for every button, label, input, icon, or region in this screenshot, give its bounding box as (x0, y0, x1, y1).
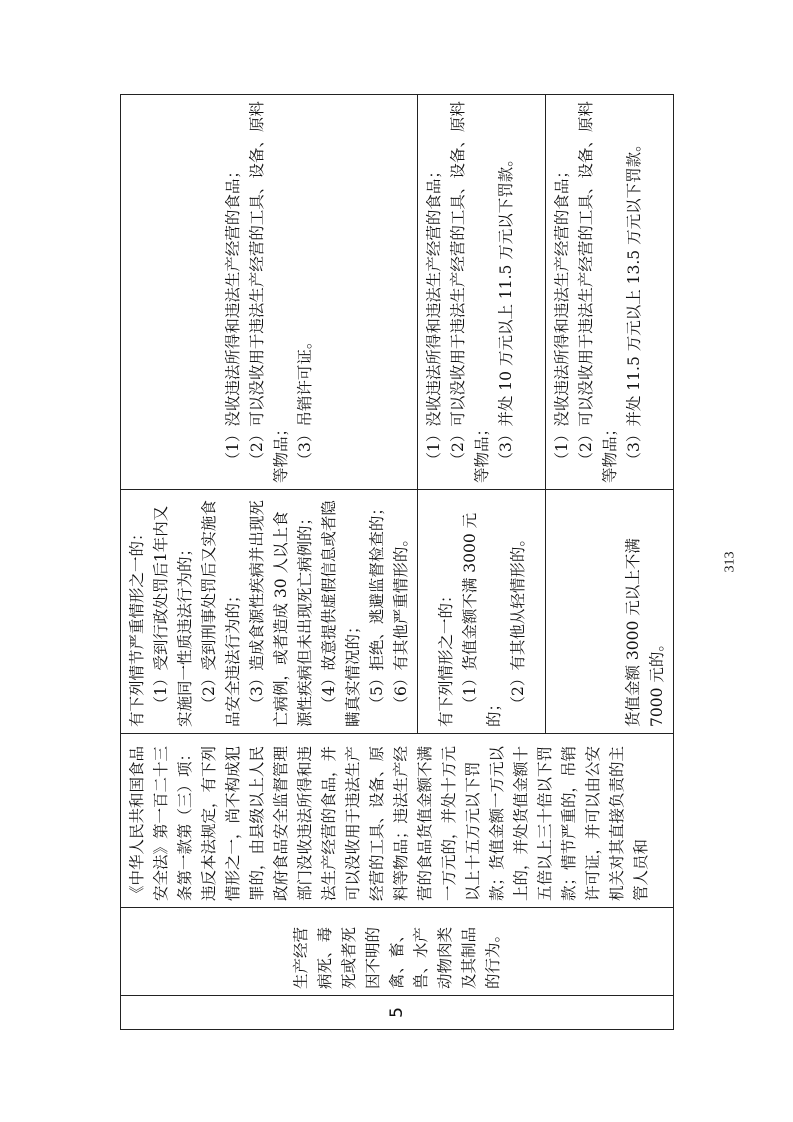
row-number-cell (121, 996, 674, 1030)
penalty-line: （2）可以没收用于违法生产经营的工具、设备、原料等物品； (449, 101, 491, 483)
page-number (720, 548, 750, 578)
penalty-general-cell (546, 95, 674, 490)
legal-basis: 《中华人民共和国食品安全法》第一百二十三条第一款第（三）项：违反本法规定，有下列情形之一，尚不构成犯罪的，由县级以上人民政府食品安全监督管理部门没收违法所得和违法生产经营的食品，并可以没收用于违法生产经营的工具、设备、原料等物品；违法生产经营的食品货值金额不满一万元的，并处十万元以上十五万元以下罚款；货值金额一万元以上的，并处货值金额十五倍以上三十倍以下罚款；情节严重的，吊销许可证，并可以由公安机关对其直接负责的主管人员和 (128, 745, 650, 901)
situation-line: （2）受到刑事处罚后又实施食品安全违法行为的； (200, 500, 242, 727)
penalty-table-region (120, 94, 666, 1030)
situation-severe-cell (121, 490, 418, 734)
violation-act-cell (121, 908, 674, 996)
page-number-text: 313 (722, 551, 738, 573)
penalty-line: （1）没收违法所得和违法生产经营的食品； (553, 163, 571, 468)
table-row-severe (121, 95, 418, 1030)
situation-line: （1）受到行政处罚后1年内又实施同一性质违法行为的； (152, 505, 194, 727)
situation-line: 有下列情节严重情形之一的： (128, 525, 146, 727)
row-number: 5 (387, 1007, 407, 1018)
penalty-severe-cell (121, 95, 418, 490)
situation-line: （4）故意提供虚假信息或者隐瞒真实情况的； (320, 500, 362, 727)
penalty-line: （3）并处 10 万元以上 11.5 万元以下罚款。 (497, 151, 515, 468)
situation-line: （6）有其他严重情形的。 (392, 531, 410, 712)
situation-line: 有下列情形之一的： (436, 587, 455, 727)
penalty-line: （3）吊销许可证。 (296, 333, 314, 468)
legal-basis-cell (121, 734, 674, 908)
violation-act: 生产经营病死、毒死或者死因不明的禽、畜、兽、水产动物肉类及其制品的行为。 (292, 926, 502, 989)
penalty-light-cell (418, 95, 546, 490)
penalty-line: （1）没收违法所得和违法生产经营的食品； (425, 163, 443, 468)
situation-general-cell (546, 490, 674, 734)
rotated-table (120, 94, 666, 1030)
situation-line: （1）货值金额不满 3000 元的； (460, 512, 503, 727)
situation-line: （2）有其他从轻情形的。 (508, 531, 527, 712)
situation-light-cell (418, 490, 546, 734)
penalty-line: （3）并处 11.5 万元以上 13.5 万元以下罚款。 (625, 136, 643, 468)
penalty-line: （1）没收违法所得和违法生产经营的食品； (224, 163, 242, 468)
situation-line: 货值金额 3000 元以上不满 7000 元的。 (624, 538, 666, 727)
penalty-line: （2）可以没收用于违法生产经营的工具、设备、原料等物品； (577, 101, 619, 483)
penalty-table (120, 94, 674, 1030)
situation-line: （3）造成食源性疾病并出现死亡病例，或者造成 30 人以上食源性疾病但未出现死亡病例的； (248, 500, 314, 727)
penalty-line: （2）可以没收用于违法生产经营的工具、设备、原料等物品； (248, 101, 290, 483)
situation-line: （5）拒绝、逃避监督检查的； (368, 500, 386, 712)
